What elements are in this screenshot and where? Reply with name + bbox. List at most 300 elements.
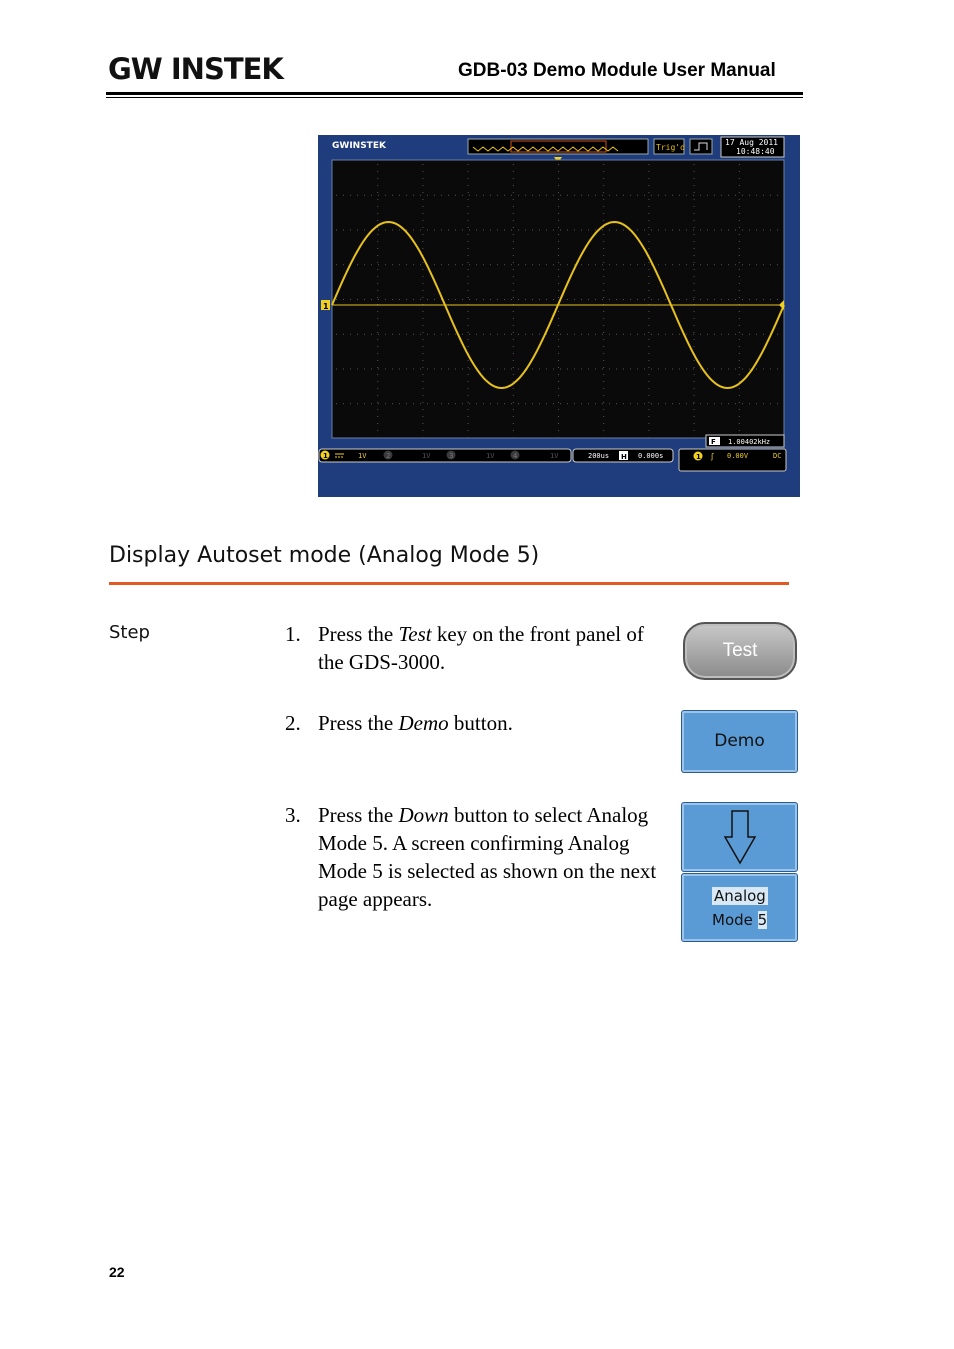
grid-dot <box>558 388 559 389</box>
grid-dot <box>749 369 750 370</box>
grid-dot <box>648 164 649 165</box>
grid-dot <box>672 230 673 231</box>
grid-dot <box>371 369 372 370</box>
grid-dot <box>377 283 378 284</box>
grid-dot <box>749 195 750 196</box>
grid-dot <box>422 360 423 361</box>
rising-edge-icon: ʃ <box>711 452 714 461</box>
grid-dot <box>469 230 470 231</box>
grid-dot <box>567 334 568 335</box>
grid-dot <box>694 430 695 431</box>
grid-dot <box>558 234 559 235</box>
grid-dot <box>350 403 351 404</box>
grid-dot <box>455 230 456 231</box>
grid-dot <box>603 297 604 298</box>
grid-dot <box>441 369 442 370</box>
gw-instek-logo: GW INSTEK <box>108 52 283 86</box>
grid-dot <box>648 381 649 382</box>
grid-dot <box>434 299 435 300</box>
grid-dot <box>609 334 610 335</box>
grid-dot <box>350 334 351 335</box>
grid-dot <box>377 276 378 277</box>
grid-dot <box>490 230 491 231</box>
grid-dot <box>603 290 604 291</box>
grid-dot <box>777 195 778 196</box>
grid-dot <box>392 369 393 370</box>
grid-dot <box>336 264 337 265</box>
grid-dot <box>648 248 649 249</box>
grid-dot <box>513 409 514 410</box>
grid-dot <box>468 262 469 263</box>
grid-dot <box>497 403 498 404</box>
grid-dot <box>422 409 423 410</box>
grid-dot <box>756 403 757 404</box>
grid-dot <box>468 248 469 249</box>
grid-dot <box>616 369 617 370</box>
grid-dot <box>558 171 559 172</box>
grid-dot <box>468 381 469 382</box>
grid-dot <box>513 206 514 207</box>
grid-dot <box>511 334 512 335</box>
grid-dot <box>739 353 740 354</box>
grid-dot <box>364 230 365 231</box>
grid-dot <box>422 164 423 165</box>
grid-dot <box>518 264 519 265</box>
grid-dot <box>357 230 358 231</box>
grid-dot <box>406 403 407 404</box>
ch2-scale: 1V <box>422 452 431 460</box>
grid-dot <box>399 369 400 370</box>
grid-dot <box>427 299 428 300</box>
grid-dot <box>581 195 582 196</box>
grid-dot <box>399 264 400 265</box>
grid-dot <box>539 230 540 231</box>
grid-dot <box>630 264 631 265</box>
grid-dot <box>739 199 740 200</box>
grid-dot <box>694 325 695 326</box>
grid-dot <box>558 311 559 312</box>
grid-dot <box>694 171 695 172</box>
grid-dot <box>648 276 649 277</box>
grid-dot <box>513 234 514 235</box>
grid-dot <box>469 334 470 335</box>
grid-dot <box>513 213 514 214</box>
grid-dot <box>739 416 740 417</box>
grid-dot <box>518 403 519 404</box>
grid-dot <box>497 195 498 196</box>
grid-dot <box>777 403 778 404</box>
grid-dot <box>558 192 559 193</box>
grid-dot <box>648 220 649 221</box>
grid-dot <box>679 299 680 300</box>
grid-dot <box>377 269 378 270</box>
grid-dot <box>665 369 666 370</box>
grid-dot <box>422 248 423 249</box>
grid-dot <box>441 195 442 196</box>
grid-dot <box>728 299 729 300</box>
grid-dot <box>343 403 344 404</box>
grid-dot <box>694 227 695 228</box>
grid-dot <box>413 230 414 231</box>
grid-dot <box>336 195 337 196</box>
grid-dot <box>558 353 559 354</box>
grid-dot <box>721 334 722 335</box>
grid-dot <box>513 332 514 333</box>
grid-dot <box>468 416 469 417</box>
grid-dot <box>392 299 393 300</box>
grid-dot <box>665 403 666 404</box>
grid-dot <box>539 403 540 404</box>
grid-dot <box>468 437 469 438</box>
grid-dot <box>603 185 604 186</box>
grid-dot <box>513 192 514 193</box>
grid-dot <box>462 369 463 370</box>
grid-dot <box>648 437 649 438</box>
grid-dot <box>539 369 540 370</box>
grid-dot <box>350 369 351 370</box>
grid-dot <box>422 381 423 382</box>
grid-dot <box>739 220 740 221</box>
grid-dot <box>422 346 423 347</box>
grid-dot <box>693 264 694 265</box>
grid-dot <box>422 416 423 417</box>
grid-dot <box>756 299 757 300</box>
grid-dot <box>739 430 740 431</box>
grid-dot <box>513 241 514 242</box>
grid-dot <box>603 199 604 200</box>
grid-dot <box>558 339 559 340</box>
grid-dot <box>560 195 561 196</box>
grid-dot <box>630 195 631 196</box>
grid-dot <box>558 318 559 319</box>
grid-dot <box>648 339 649 340</box>
grid-dot <box>648 311 649 312</box>
grid-dot <box>377 381 378 382</box>
grid-dot <box>558 178 559 179</box>
grid-dot <box>739 255 740 256</box>
grid-dot <box>588 334 589 335</box>
grid-dot <box>739 311 740 312</box>
grid-dot <box>468 388 469 389</box>
grid-dot <box>651 403 652 404</box>
trigger-coupling: DC <box>773 452 782 460</box>
grid-dot <box>343 264 344 265</box>
grid-dot <box>532 334 533 335</box>
grid-dot <box>513 374 514 375</box>
grid-dot <box>603 248 604 249</box>
grid-dot <box>513 255 514 256</box>
grid-dot <box>739 178 740 179</box>
grid-dot <box>739 290 740 291</box>
step-text-post: button to select Analog Mode 5. A screen confirming Analog Mode 5 is selected as shown on the next page appears. <box>318 803 657 911</box>
grid-dot <box>513 381 514 382</box>
grid-dot <box>392 264 393 265</box>
grid-dot <box>739 402 740 403</box>
grid-dot <box>413 334 414 335</box>
grid-dot <box>581 334 582 335</box>
grid-dot <box>434 264 435 265</box>
grid-dot <box>468 283 469 284</box>
grid-dot <box>513 276 514 277</box>
grid-dot <box>546 230 547 231</box>
grid-dot <box>777 264 778 265</box>
grid-dot <box>468 206 469 207</box>
grid-dot <box>756 230 757 231</box>
grid-dot <box>468 220 469 221</box>
grid-dot <box>476 403 477 404</box>
grid-dot <box>700 369 701 370</box>
grid-dot <box>603 171 604 172</box>
grid-dot <box>513 353 514 354</box>
grid-dot <box>694 339 695 340</box>
grid-dot <box>399 299 400 300</box>
grid-dot <box>588 369 589 370</box>
grid-dot <box>377 178 378 179</box>
grid-dot <box>546 195 547 196</box>
grid-dot <box>603 325 604 326</box>
grid-dot <box>558 374 559 375</box>
grid-dot <box>603 374 604 375</box>
grid-dot <box>665 299 666 300</box>
grid-dot <box>422 262 423 263</box>
grid-dot <box>413 299 414 300</box>
grid-dot <box>560 369 561 370</box>
grid-dot <box>694 437 695 438</box>
grid-dot <box>648 234 649 235</box>
grid-dot <box>422 339 423 340</box>
grid-dot <box>648 416 649 417</box>
grid-dot <box>468 234 469 235</box>
grid-dot <box>694 164 695 165</box>
grid-dot <box>483 403 484 404</box>
test-key[interactable]: Test <box>683 622 797 680</box>
grid-dot <box>483 264 484 265</box>
down-button[interactable] <box>681 802 798 872</box>
grid-dot <box>513 185 514 186</box>
grid-dot <box>513 227 514 228</box>
grid-dot <box>648 367 649 368</box>
grid-dot <box>694 276 695 277</box>
grid-dot <box>648 199 649 200</box>
grid-dot <box>603 311 604 312</box>
grid-dot <box>525 299 526 300</box>
grid-dot <box>406 369 407 370</box>
step-key-name: Test <box>398 622 432 646</box>
grid-dot <box>648 346 649 347</box>
grid-dot <box>483 195 484 196</box>
grid-dot <box>377 248 378 249</box>
grid-dot <box>399 195 400 196</box>
grid-dot <box>609 264 610 265</box>
grid-dot <box>756 369 757 370</box>
grid-dot <box>343 230 344 231</box>
grid-dot <box>469 299 470 300</box>
trigger-level: 0.00V <box>727 452 749 460</box>
grid-dot <box>448 369 449 370</box>
grid-dot <box>714 369 715 370</box>
grid-dot <box>558 360 559 361</box>
grid-dot <box>434 230 435 231</box>
grid-dot <box>532 195 533 196</box>
grid-dot <box>350 195 351 196</box>
grid-dot <box>422 353 423 354</box>
grid-dot <box>504 403 505 404</box>
grid-dot <box>616 403 617 404</box>
grid-dot <box>420 195 421 196</box>
grid-dot <box>679 334 680 335</box>
grid-dot <box>603 395 604 396</box>
grid-dot <box>468 192 469 193</box>
grid-dot <box>558 220 559 221</box>
grid-dot <box>490 299 491 300</box>
grid-dot <box>336 299 337 300</box>
grid-dot <box>558 276 559 277</box>
grid-dot <box>558 430 559 431</box>
grid-dot <box>513 297 514 298</box>
grid-dot <box>378 299 379 300</box>
grid-dot <box>648 262 649 263</box>
grid-dot <box>377 353 378 354</box>
grid-dot <box>694 248 695 249</box>
grid-dot <box>546 264 547 265</box>
grid-dot <box>422 374 423 375</box>
grid-dot <box>468 374 469 375</box>
grid-dot <box>665 230 666 231</box>
grid-dot <box>422 290 423 291</box>
grid-dot <box>483 299 484 300</box>
grid-dot <box>694 290 695 291</box>
grid-dot <box>686 195 687 196</box>
grid-dot <box>420 334 421 335</box>
grid-dot <box>546 369 547 370</box>
analog-label: Analog <box>714 887 766 905</box>
grid-dot <box>700 299 701 300</box>
grid-dot <box>739 234 740 235</box>
grid-dot <box>525 403 526 404</box>
grid-dot <box>377 367 378 368</box>
grid-dot <box>595 264 596 265</box>
grid-dot <box>377 430 378 431</box>
grid-dot <box>350 230 351 231</box>
grid-dot <box>693 369 694 370</box>
grid-dot <box>603 255 604 256</box>
grid-dot <box>742 230 743 231</box>
grid-dot <box>513 199 514 200</box>
grid-dot <box>483 334 484 335</box>
grid-dot <box>441 403 442 404</box>
grid-dot <box>422 311 423 312</box>
grid-dot <box>476 264 477 265</box>
grid-dot <box>422 171 423 172</box>
grid-dot <box>513 283 514 284</box>
grid-dot <box>546 403 547 404</box>
grid-dot <box>511 195 512 196</box>
grid-dot <box>637 403 638 404</box>
grid-dot <box>714 403 715 404</box>
grid-dot <box>511 369 512 370</box>
grid-dot <box>476 299 477 300</box>
grid-dot <box>693 334 694 335</box>
header-rule-thin <box>106 97 803 98</box>
grid-dot <box>558 227 559 228</box>
header-rule <box>106 92 803 95</box>
grid-dot <box>357 334 358 335</box>
grid-dot <box>357 299 358 300</box>
grid-dot <box>513 339 514 340</box>
grid-dot <box>749 334 750 335</box>
grid-dot <box>616 299 617 300</box>
grid-dot <box>735 403 736 404</box>
grid-dot <box>377 437 378 438</box>
grid-dot <box>603 353 604 354</box>
grid-dot <box>602 195 603 196</box>
grid-dot <box>455 264 456 265</box>
grid-dot <box>513 164 514 165</box>
grid-dot <box>378 334 379 335</box>
grid-dot <box>336 230 337 231</box>
grid-dot <box>558 164 559 165</box>
grid-dot <box>679 369 680 370</box>
grid-dot <box>497 299 498 300</box>
grid-dot <box>588 403 589 404</box>
grid-dot <box>385 264 386 265</box>
grid-dot <box>700 334 701 335</box>
grid-dot <box>377 164 378 165</box>
grid-dot <box>558 262 559 263</box>
grid-dot <box>385 334 386 335</box>
analog-mode-5-button[interactable] <box>681 873 798 942</box>
grid-dot <box>377 220 378 221</box>
grid-dot <box>603 269 604 270</box>
grid-dot <box>525 195 526 196</box>
grid-dot <box>343 369 344 370</box>
grid-dot <box>546 299 547 300</box>
grid-dot <box>385 230 386 231</box>
grid-dot <box>427 369 428 370</box>
manual-title: GDB-03 Demo Module User Manual <box>458 60 776 81</box>
grid-dot <box>648 297 649 298</box>
grid-dot <box>739 374 740 375</box>
grid-dot <box>497 369 498 370</box>
grid-dot <box>553 195 554 196</box>
grid-dot <box>413 403 414 404</box>
grid-dot <box>378 230 379 231</box>
grid-dot <box>603 192 604 193</box>
grid-dot <box>630 299 631 300</box>
grid-dot <box>377 234 378 235</box>
grid-dot <box>574 369 575 370</box>
step-text <box>318 801 673 913</box>
grid-dot <box>651 334 652 335</box>
demo-button[interactable]: Demo <box>681 710 798 773</box>
grid-dot <box>553 334 554 335</box>
grid-dot <box>728 369 729 370</box>
grid-dot <box>378 403 379 404</box>
grid-dot <box>422 178 423 179</box>
grid-dot <box>468 164 469 165</box>
grid-dot <box>739 423 740 424</box>
grid-dot <box>756 195 757 196</box>
grid-dot <box>735 299 736 300</box>
grid-dot <box>377 199 378 200</box>
grid-dot <box>378 195 379 196</box>
grid-dot <box>539 334 540 335</box>
grid-dot <box>602 403 603 404</box>
grid-dot <box>648 325 649 326</box>
grid-dot <box>385 369 386 370</box>
grid-dot <box>603 241 604 242</box>
grid-dot <box>513 262 514 263</box>
